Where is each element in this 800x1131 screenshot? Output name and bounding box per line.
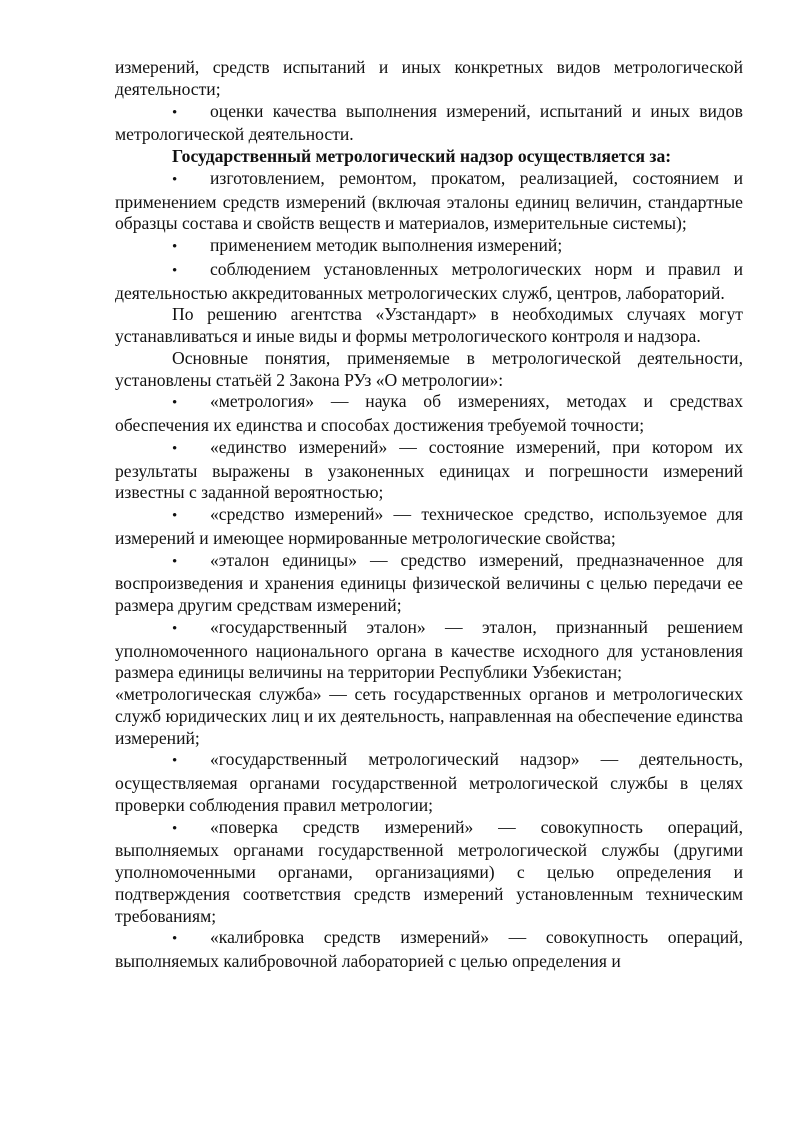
bullet-marker: • xyxy=(172,508,178,524)
section-heading: Государственный метрологический надзор осуществляется за: xyxy=(172,146,672,166)
bullet-item-calibration xyxy=(115,927,743,973)
bullet-item-assessment xyxy=(115,101,743,147)
bullet-marker: • xyxy=(172,820,178,837)
bullet-text: изготовлением, ремонтом, прокатом, реализацией, состоянием и применением средств измерений (включая эталоны единиц величин, стандартные образцы состава и свойств веществ и материалов, измерительные системы); xyxy=(115,167,743,234)
bullet-marker: • xyxy=(172,104,178,121)
bullet-marker: • xyxy=(172,620,178,637)
bullet-marker: • xyxy=(172,440,178,457)
bullet-text: соблюдением установленных метрологических норм и правил и деятельностью аккредитованных метрологических служб, центров, лабораторий. xyxy=(115,258,743,303)
bullet-item-measuring-instrument xyxy=(115,504,743,550)
bullet-text: «поверка средств измерений» — совокупность операций, выполняемых органами государственной метрологической службы (другими уполномоченными органами, организациями) с целью определения и подтверждения соответствия средств измерений установленным техническим требованиям; xyxy=(115,816,743,926)
bullet-text: «единство измерений» — состояние измерений, при котором их результаты выражены в узаконенных единицах и погрешности измерений известны с заданной вероятностью; xyxy=(115,436,743,503)
paragraph-uzstandart: По решению агентства «Узстандарт» в необходимых случаях могут устанавливаться и иные виды и формы метрологического контроля и надзора. xyxy=(115,304,743,346)
paragraph-metrology-service: «метрологическая служба» — сеть государственных органов и метрологических служб юридических лиц и их деятельность, направленная на обеспечение единства измерений; xyxy=(115,684,743,748)
bullet-item-compliance xyxy=(115,259,743,305)
bullet-item-methods xyxy=(115,235,743,259)
bullet-text: «государственный эталон» — эталон, признанный решением уполномоченного национального органа в качестве исходного для установления размера единицы величины на территории Республики Узбекистан; xyxy=(115,616,743,683)
bullet-text: применением методик выполнения измерений; xyxy=(210,235,563,255)
bullet-marker: • xyxy=(172,753,178,770)
bullet-item-unit-standard xyxy=(115,550,743,617)
bullet-item-verification xyxy=(115,817,743,928)
bullet-text: «метрология» — наука об измерениях, методах и средствах обеспечения их единства и способах достижения требуемой точности; xyxy=(115,391,743,435)
bullet-item-unity xyxy=(115,437,743,504)
bullet-item-metrology xyxy=(115,391,743,437)
bullet-marker: • xyxy=(172,239,178,255)
bullet-marker: • xyxy=(172,395,178,412)
paragraph-1: измерений, средств испытаний и иных конкретных видов метрологической деятельности; xyxy=(115,57,743,99)
bullet-marker: • xyxy=(172,931,178,948)
bullet-text: «государственный метрологический надзор» — деятельность, осуществляемая органами государственной метрологической службы в целях проверки соблюдения правил метрологии; xyxy=(115,749,743,815)
bullet-text: оценки качества выполнения измерений, испытаний и иных видов метрологической деятельности. xyxy=(115,100,743,145)
bullet-text: «средство измерений» — техническое средство, используемое для измерений и имеющее нормированные метрологические свойства; xyxy=(115,504,743,548)
bullet-item-state-standard xyxy=(115,617,743,684)
bullet-marker: • xyxy=(172,171,178,188)
bullet-text: «калибровка средств измерений» — совокупность операций, выполняемых калибровочной лабораторией с целью определения и xyxy=(115,927,743,971)
bullet-marker: • xyxy=(172,262,178,279)
paragraph-basic-concepts: Основные понятия, применяемые в метрологической деятельности, установлены статьёй 2 Закона РУз «О метрологии»: xyxy=(115,347,743,390)
bullet-text: «эталон единицы» — средство измерений, предназначенное для воспроизведения и хранения единицы физической величины с целью передачи ее размера другим средствам измерений; xyxy=(115,549,743,615)
document-page xyxy=(115,57,743,973)
bullet-marker: • xyxy=(172,553,178,570)
bullet-item-manufacturing xyxy=(115,168,743,235)
bullet-item-state-supervision xyxy=(115,749,743,816)
